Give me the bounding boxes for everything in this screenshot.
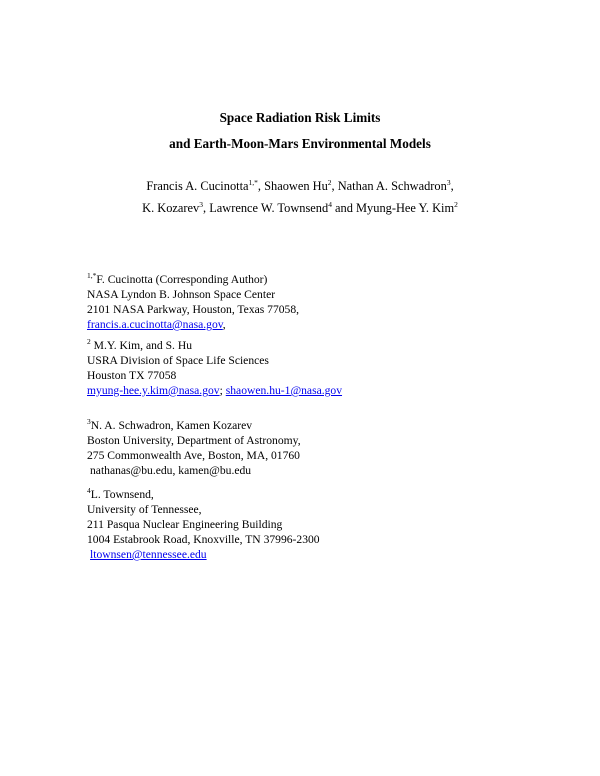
affiliation-line: Boston University, Department of Astronomy, — [87, 434, 301, 447]
affiliation-mark: 2 — [87, 337, 91, 346]
author-affiliation-mark: 3 — [199, 200, 203, 209]
affiliation-line: 2101 NASA Parkway, Houston, Texas 77058, — [87, 303, 300, 316]
affiliation-line: University of Tennessee, — [87, 503, 202, 516]
email-link-townsend[interactable]: ltownsen@tennessee.edu — [90, 548, 207, 561]
author-affiliation-mark: 4 — [328, 200, 332, 209]
affiliation-line: NASA Lyndon B. Johnson Space Center — [87, 288, 276, 301]
affiliation-block-1 — [87, 272, 299, 332]
author-list-line-1: Francis A. Cucinotta$^{1,*}$, Shaowen Hu$^2$, Nathan A. Schwadron$^3$, — [146, 178, 454, 193]
affiliation-emails: nathanas@bu.edu, kamen@bu.edu — [90, 464, 252, 477]
email-link-cucinotta[interactable]: francis.a.cucinotta@nasa.gov — [87, 318, 223, 331]
email-link-kim[interactable]: myung-hee.y.kim@nasa.gov — [87, 384, 220, 397]
author-name: Myung-Hee Y. Kim — [356, 201, 455, 215]
affiliation-line: 275 Commonwealth Ave, Boston, MA, 01760 — [87, 449, 300, 462]
affiliation-names: N. A. Schwadron, Kamen Kozarev — [90, 419, 253, 432]
author-name: Shaowen Hu — [264, 179, 328, 193]
affiliation-names: F. Cucinotta (Corresponding Author) — [96, 273, 268, 286]
author-name: K. Kozarev — [142, 201, 200, 215]
affiliation-line: USRA Division of Space Life Sciences — [87, 354, 269, 367]
affiliation-line: 211 Pasqua Nuclear Engineering Building — [87, 518, 283, 531]
author-affiliation-mark: 2 — [454, 200, 458, 209]
paper-title-line-2: and Earth-Moon-Mars Environmental Models — [169, 136, 431, 151]
email-link-hu[interactable]: shaowen.hu-1@nasa.gov — [225, 384, 343, 397]
affiliation-mark: 1,* — [87, 271, 97, 280]
author-name: Nathan A. Schwadron — [337, 179, 447, 193]
affiliation-mark: 3 — [87, 417, 91, 426]
author-name: Francis A. Cucinotta — [146, 179, 249, 193]
affiliation-block-4 — [87, 487, 320, 562]
affiliation-block-3 — [87, 418, 301, 478]
affiliation-block-2 — [87, 338, 342, 398]
author-list-line-2: K. Kozarev$^3$, Lawrence W. Townsend$^4$ and Myung-Hee Y. Kim$^2$ — [142, 200, 458, 215]
email-suffix: , — [222, 318, 226, 331]
affiliation-names: L. Townsend, — [90, 488, 154, 501]
affiliation-line: Houston TX 77058 — [87, 369, 177, 382]
affiliation-line: 1004 Estabrook Road, Knoxville, TN 37996-2300 — [87, 533, 320, 546]
affiliation-mark: 4 — [87, 486, 91, 495]
author-affiliation-mark: 3 — [446, 178, 451, 187]
author-affiliation-mark: 2 — [327, 178, 332, 187]
author-name: Lawrence W. Townsend — [209, 201, 329, 215]
email-separator: ; — [219, 384, 226, 397]
paper-title-line-1: Space Radiation Risk Limits — [219, 110, 381, 125]
author-affiliation-mark: 1,* — [248, 178, 258, 187]
affiliation-names: M.Y. Kim, and S. Hu — [93, 339, 192, 352]
